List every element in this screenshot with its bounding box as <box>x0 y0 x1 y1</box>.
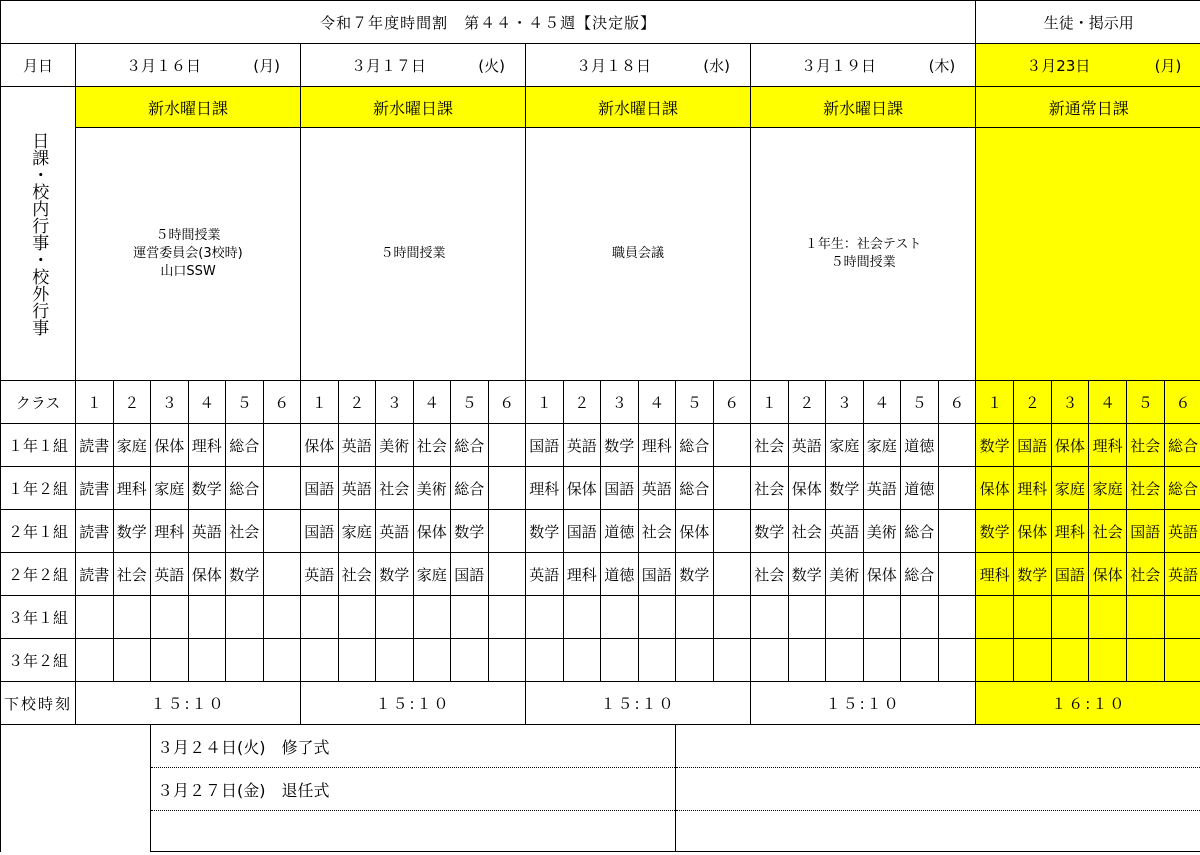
subject-cell <box>488 553 526 596</box>
subject-cell: 数学 <box>976 510 1014 553</box>
subject-cell <box>676 596 714 639</box>
period-number: ５ <box>451 381 489 424</box>
subject-cell: 家庭 <box>1051 467 1089 510</box>
schedule-label <box>1 87 76 381</box>
subject-cell: 道徳 <box>601 553 639 596</box>
subject-cell <box>713 467 751 510</box>
date-text: ３月１６日 <box>126 56 202 75</box>
subject-cell <box>601 596 639 639</box>
period-number: ６ <box>263 381 301 424</box>
weekday-text: (水) <box>703 56 730 75</box>
subject-cell: 総合 <box>676 424 714 467</box>
subject-cell: 数学 <box>601 424 639 467</box>
class-name: １年１組 <box>1 424 76 467</box>
subject-cell: 美術 <box>376 424 414 467</box>
subject-cell <box>1013 639 1051 682</box>
events-cell <box>301 128 526 381</box>
date-text: ３月23日 <box>1026 56 1091 75</box>
class-label: クラス <box>1 381 76 424</box>
subject-cell <box>151 639 189 682</box>
subject-cell <box>826 639 864 682</box>
dismissal-time: １５:１０ <box>751 682 976 725</box>
subject-cell: 読書 <box>76 553 114 596</box>
subject-cell <box>638 596 676 639</box>
subject-cell: 理科 <box>188 424 226 467</box>
subject-cell: 総合 <box>1164 424 1200 467</box>
subject-cell: 社会 <box>1126 424 1164 467</box>
subject-cell: 保体 <box>976 467 1014 510</box>
subject-cell <box>563 639 601 682</box>
subject-cell <box>113 596 151 639</box>
subject-cell <box>488 467 526 510</box>
period-number: ５ <box>226 381 264 424</box>
subject-cell: 数学 <box>226 553 264 596</box>
subject-cell: 英語 <box>151 553 189 596</box>
subject-cell: 英語 <box>301 553 339 596</box>
event-item: 職員会議 <box>611 246 664 261</box>
subject-cell <box>76 596 114 639</box>
subject-cell <box>938 596 976 639</box>
date-label: 月日 <box>1 44 76 87</box>
subject-cell <box>901 639 939 682</box>
subject-cell <box>638 639 676 682</box>
subject-cell <box>188 639 226 682</box>
subject-cell: 社会 <box>1126 553 1164 596</box>
subject-cell <box>1126 639 1164 682</box>
subject-cell <box>713 553 751 596</box>
subject-cell <box>263 639 301 682</box>
subject-cell: 保体 <box>676 510 714 553</box>
subject-cell: 英語 <box>1164 553 1200 596</box>
subject-cell <box>938 467 976 510</box>
subject-cell <box>301 639 339 682</box>
weekday-text: (月) <box>1154 56 1182 75</box>
subject-cell <box>788 596 826 639</box>
date-header <box>526 44 751 87</box>
subject-cell <box>488 639 526 682</box>
weekday-text: (木) <box>928 56 956 75</box>
subject-cell: 英語 <box>188 510 226 553</box>
subject-cell <box>1089 639 1127 682</box>
subject-cell: 理科 <box>1089 424 1127 467</box>
class-name: ３年２組 <box>1 639 76 682</box>
subject-cell: 保体 <box>1089 553 1127 596</box>
subject-cell: 社会 <box>638 510 676 553</box>
subject-cell <box>488 596 526 639</box>
period-number: ６ <box>713 381 751 424</box>
class-name: １年２組 <box>1 467 76 510</box>
period-number: ６ <box>938 381 976 424</box>
subject-cell <box>188 596 226 639</box>
subject-cell: 数学 <box>451 510 489 553</box>
subject-cell: 美術 <box>863 510 901 553</box>
subject-cell <box>263 596 301 639</box>
subject-cell: 道徳 <box>601 510 639 553</box>
subject-cell <box>826 596 864 639</box>
subject-cell <box>376 596 414 639</box>
subject-cell: 社会 <box>751 467 789 510</box>
subject-cell: 数学 <box>188 467 226 510</box>
subject-cell: 家庭 <box>338 510 376 553</box>
subject-cell: 読書 <box>76 467 114 510</box>
subject-cell <box>713 596 751 639</box>
notes-area <box>0 725 1200 852</box>
subject-cell: 社会 <box>338 553 376 596</box>
subject-cell <box>901 596 939 639</box>
period-number: ３ <box>376 381 414 424</box>
subject-cell <box>1089 596 1127 639</box>
subject-cell: 国語 <box>301 467 339 510</box>
note-blank-right <box>676 811 1200 852</box>
subject-cell: 英語 <box>563 424 601 467</box>
subject-cell <box>263 424 301 467</box>
notes-blank <box>1 725 151 852</box>
subject-cell <box>938 639 976 682</box>
period-number: ４ <box>188 381 226 424</box>
subject-cell: 美術 <box>413 467 451 510</box>
subject-cell: 社会 <box>376 467 414 510</box>
schedule-vertical-label: 日課・校内行事・校外行事 <box>28 131 49 336</box>
subject-cell <box>226 596 264 639</box>
subject-cell: 国語 <box>1126 510 1164 553</box>
subject-cell <box>263 467 301 510</box>
period-number: ３ <box>601 381 639 424</box>
event-item: １年生：社会テスト <box>804 237 922 252</box>
subject-cell <box>751 639 789 682</box>
events-cell <box>751 128 976 381</box>
subject-cell <box>226 639 264 682</box>
subject-cell: 総合 <box>451 424 489 467</box>
subject-cell: 総合 <box>1164 467 1200 510</box>
period-number: ５ <box>901 381 939 424</box>
period-number: ６ <box>1164 381 1200 424</box>
subject-cell <box>263 510 301 553</box>
events-cell <box>526 128 751 381</box>
subject-cell: 国語 <box>1051 553 1089 596</box>
subject-cell <box>488 424 526 467</box>
subject-cell: 家庭 <box>413 553 451 596</box>
subject-cell: 英語 <box>788 424 826 467</box>
period-number: ２ <box>1013 381 1051 424</box>
subject-cell: 社会 <box>413 424 451 467</box>
weekday-text: (月) <box>253 56 280 75</box>
subject-cell: 英語 <box>638 467 676 510</box>
date-header <box>751 44 976 87</box>
subject-cell: 国語 <box>301 510 339 553</box>
subject-cell: 数学 <box>788 553 826 596</box>
event-item: ５時間授業 <box>155 228 221 243</box>
subject-cell: 数学 <box>676 553 714 596</box>
subject-cell: 社会 <box>1126 467 1164 510</box>
subject-cell: 保体 <box>1051 424 1089 467</box>
period-number: ４ <box>638 381 676 424</box>
subject-cell: 家庭 <box>1089 467 1127 510</box>
subject-cell: 美術 <box>826 553 864 596</box>
subject-cell: 社会 <box>113 553 151 596</box>
subject-cell <box>338 596 376 639</box>
subject-cell: 保体 <box>863 553 901 596</box>
period-number: ２ <box>113 381 151 424</box>
subject-cell: 保体 <box>301 424 339 467</box>
subject-cell: 道徳 <box>901 424 939 467</box>
event-item: 山口SSW <box>160 264 216 279</box>
subject-cell <box>713 639 751 682</box>
period-number: ５ <box>676 381 714 424</box>
subject-cell: 英語 <box>863 467 901 510</box>
date-header <box>976 44 1200 87</box>
period-number: １ <box>526 381 564 424</box>
date-text: ３月１８日 <box>576 56 652 75</box>
subject-cell: 理科 <box>563 553 601 596</box>
subject-cell <box>938 553 976 596</box>
schedule-type: 新水曜日課 <box>76 87 301 128</box>
period-number: １ <box>76 381 114 424</box>
subject-cell <box>788 639 826 682</box>
subject-cell: 家庭 <box>151 467 189 510</box>
period-number: ６ <box>488 381 526 424</box>
subject-cell <box>76 639 114 682</box>
subject-cell <box>451 639 489 682</box>
subject-cell: 理科 <box>976 553 1014 596</box>
subject-cell: 英語 <box>338 467 376 510</box>
period-number: １ <box>751 381 789 424</box>
period-number: １ <box>976 381 1014 424</box>
subject-cell <box>1013 596 1051 639</box>
subject-cell: 家庭 <box>826 424 864 467</box>
event-item: ５時間授業 <box>380 246 446 261</box>
subject-cell: 保体 <box>563 467 601 510</box>
class-name: ２年２組 <box>1 553 76 596</box>
subject-cell <box>151 596 189 639</box>
subject-cell <box>751 596 789 639</box>
page-title: 令和７年度時間割 第４４・４５週【決定版】 <box>1 1 976 44</box>
subject-cell: 保体 <box>788 467 826 510</box>
subject-cell <box>413 639 451 682</box>
note-item: ３月２４日(火) 修了式 <box>151 725 676 768</box>
weekday-text: (火) <box>478 56 505 75</box>
subject-cell: 国語 <box>526 424 564 467</box>
subject-cell <box>1051 639 1089 682</box>
subject-cell: 英語 <box>338 424 376 467</box>
subject-cell: 総合 <box>901 510 939 553</box>
period-number: ２ <box>563 381 601 424</box>
period-number: ２ <box>788 381 826 424</box>
events-cell <box>976 128 1200 381</box>
dismissal-time: １６:１０ <box>976 682 1200 725</box>
subject-cell: 総合 <box>226 424 264 467</box>
subject-cell: 理科 <box>151 510 189 553</box>
subject-cell: 英語 <box>376 510 414 553</box>
subject-cell <box>938 510 976 553</box>
subject-cell: 読書 <box>76 424 114 467</box>
subject-cell: 英語 <box>826 510 864 553</box>
date-text: ３月１７日 <box>351 56 427 75</box>
subject-cell: 理科 <box>1013 467 1051 510</box>
subject-cell <box>713 510 751 553</box>
subject-cell <box>563 596 601 639</box>
subject-cell: 国語 <box>1013 424 1051 467</box>
dismissal-time: １５:１０ <box>526 682 751 725</box>
subject-cell: 数学 <box>526 510 564 553</box>
schedule-type: 新水曜日課 <box>526 87 751 128</box>
period-number: １ <box>301 381 339 424</box>
subject-cell: 数学 <box>1013 553 1051 596</box>
schedule-type: 新通常日課 <box>976 87 1200 128</box>
subject-cell: 理科 <box>113 467 151 510</box>
subject-cell <box>1164 639 1200 682</box>
subject-cell: 家庭 <box>863 424 901 467</box>
subject-cell: 社会 <box>226 510 264 553</box>
date-text: ３月１９日 <box>801 56 877 75</box>
subject-cell: 総合 <box>901 553 939 596</box>
subject-cell <box>938 424 976 467</box>
period-number: ４ <box>413 381 451 424</box>
subject-cell: 保体 <box>151 424 189 467</box>
date-header <box>76 44 301 87</box>
subject-cell <box>1164 596 1200 639</box>
subject-cell <box>526 639 564 682</box>
note-item <box>151 811 676 852</box>
subject-cell: 理科 <box>526 467 564 510</box>
dismissal-label: 下校時刻 <box>1 682 76 725</box>
event-item: 運営委員会(3校時) <box>133 246 243 261</box>
subject-cell: 総合 <box>676 467 714 510</box>
subject-cell: 理科 <box>1051 510 1089 553</box>
class-name: ３年１組 <box>1 596 76 639</box>
period-number: ３ <box>151 381 189 424</box>
period-number: ３ <box>1051 381 1089 424</box>
subject-cell <box>301 596 339 639</box>
note-blank-right <box>676 725 1200 768</box>
subject-cell: 理科 <box>638 424 676 467</box>
subject-cell: 保体 <box>1013 510 1051 553</box>
subject-cell: 道徳 <box>901 467 939 510</box>
subject-cell: 数学 <box>113 510 151 553</box>
period-number: ５ <box>1126 381 1164 424</box>
subject-cell: 社会 <box>751 553 789 596</box>
subject-cell: 数学 <box>826 467 864 510</box>
class-name: ２年１組 <box>1 510 76 553</box>
dismissal-time: １５:１０ <box>76 682 301 725</box>
dismissal-time: １５:１０ <box>301 682 526 725</box>
period-number: ２ <box>338 381 376 424</box>
schedule-type: 新水曜日課 <box>751 87 976 128</box>
subject-cell <box>676 639 714 682</box>
subject-cell <box>976 639 1014 682</box>
schedule-type: 新水曜日課 <box>301 87 526 128</box>
subject-cell <box>526 596 564 639</box>
subject-cell: 数学 <box>751 510 789 553</box>
subject-cell: 保体 <box>188 553 226 596</box>
subject-cell: 総合 <box>226 467 264 510</box>
subject-cell <box>263 553 301 596</box>
subject-cell: 保体 <box>413 510 451 553</box>
subject-cell <box>1051 596 1089 639</box>
subject-cell: 社会 <box>751 424 789 467</box>
subject-cell: 国語 <box>451 553 489 596</box>
subject-cell: 社会 <box>1089 510 1127 553</box>
date-header <box>301 44 526 87</box>
subject-cell: 家庭 <box>113 424 151 467</box>
events-cell <box>76 128 301 381</box>
subject-cell: 数学 <box>376 553 414 596</box>
subject-cell <box>1126 596 1164 639</box>
subject-cell: 社会 <box>788 510 826 553</box>
subject-cell <box>338 639 376 682</box>
subject-cell: 英語 <box>1164 510 1200 553</box>
subject-cell <box>376 639 414 682</box>
note-item: ３月２７日(金) 退任式 <box>151 768 676 811</box>
subject-cell: 読書 <box>76 510 114 553</box>
period-number: ４ <box>1089 381 1127 424</box>
period-number: ３ <box>826 381 864 424</box>
subject-cell: 国語 <box>563 510 601 553</box>
purpose-label: 生徒・掲示用 <box>976 1 1200 44</box>
period-number: ４ <box>863 381 901 424</box>
subject-cell: 英語 <box>526 553 564 596</box>
subject-cell <box>863 596 901 639</box>
subject-cell <box>488 510 526 553</box>
subject-cell <box>601 639 639 682</box>
subject-cell: 国語 <box>601 467 639 510</box>
subject-cell: 総合 <box>451 467 489 510</box>
subject-cell <box>863 639 901 682</box>
subject-cell <box>413 596 451 639</box>
subject-cell <box>713 424 751 467</box>
subject-cell <box>113 639 151 682</box>
subject-cell: 国語 <box>638 553 676 596</box>
subject-cell <box>976 596 1014 639</box>
note-blank-right <box>676 768 1200 811</box>
subject-cell: 数学 <box>976 424 1014 467</box>
event-item: ５時間授業 <box>830 255 896 270</box>
subject-cell <box>451 596 489 639</box>
